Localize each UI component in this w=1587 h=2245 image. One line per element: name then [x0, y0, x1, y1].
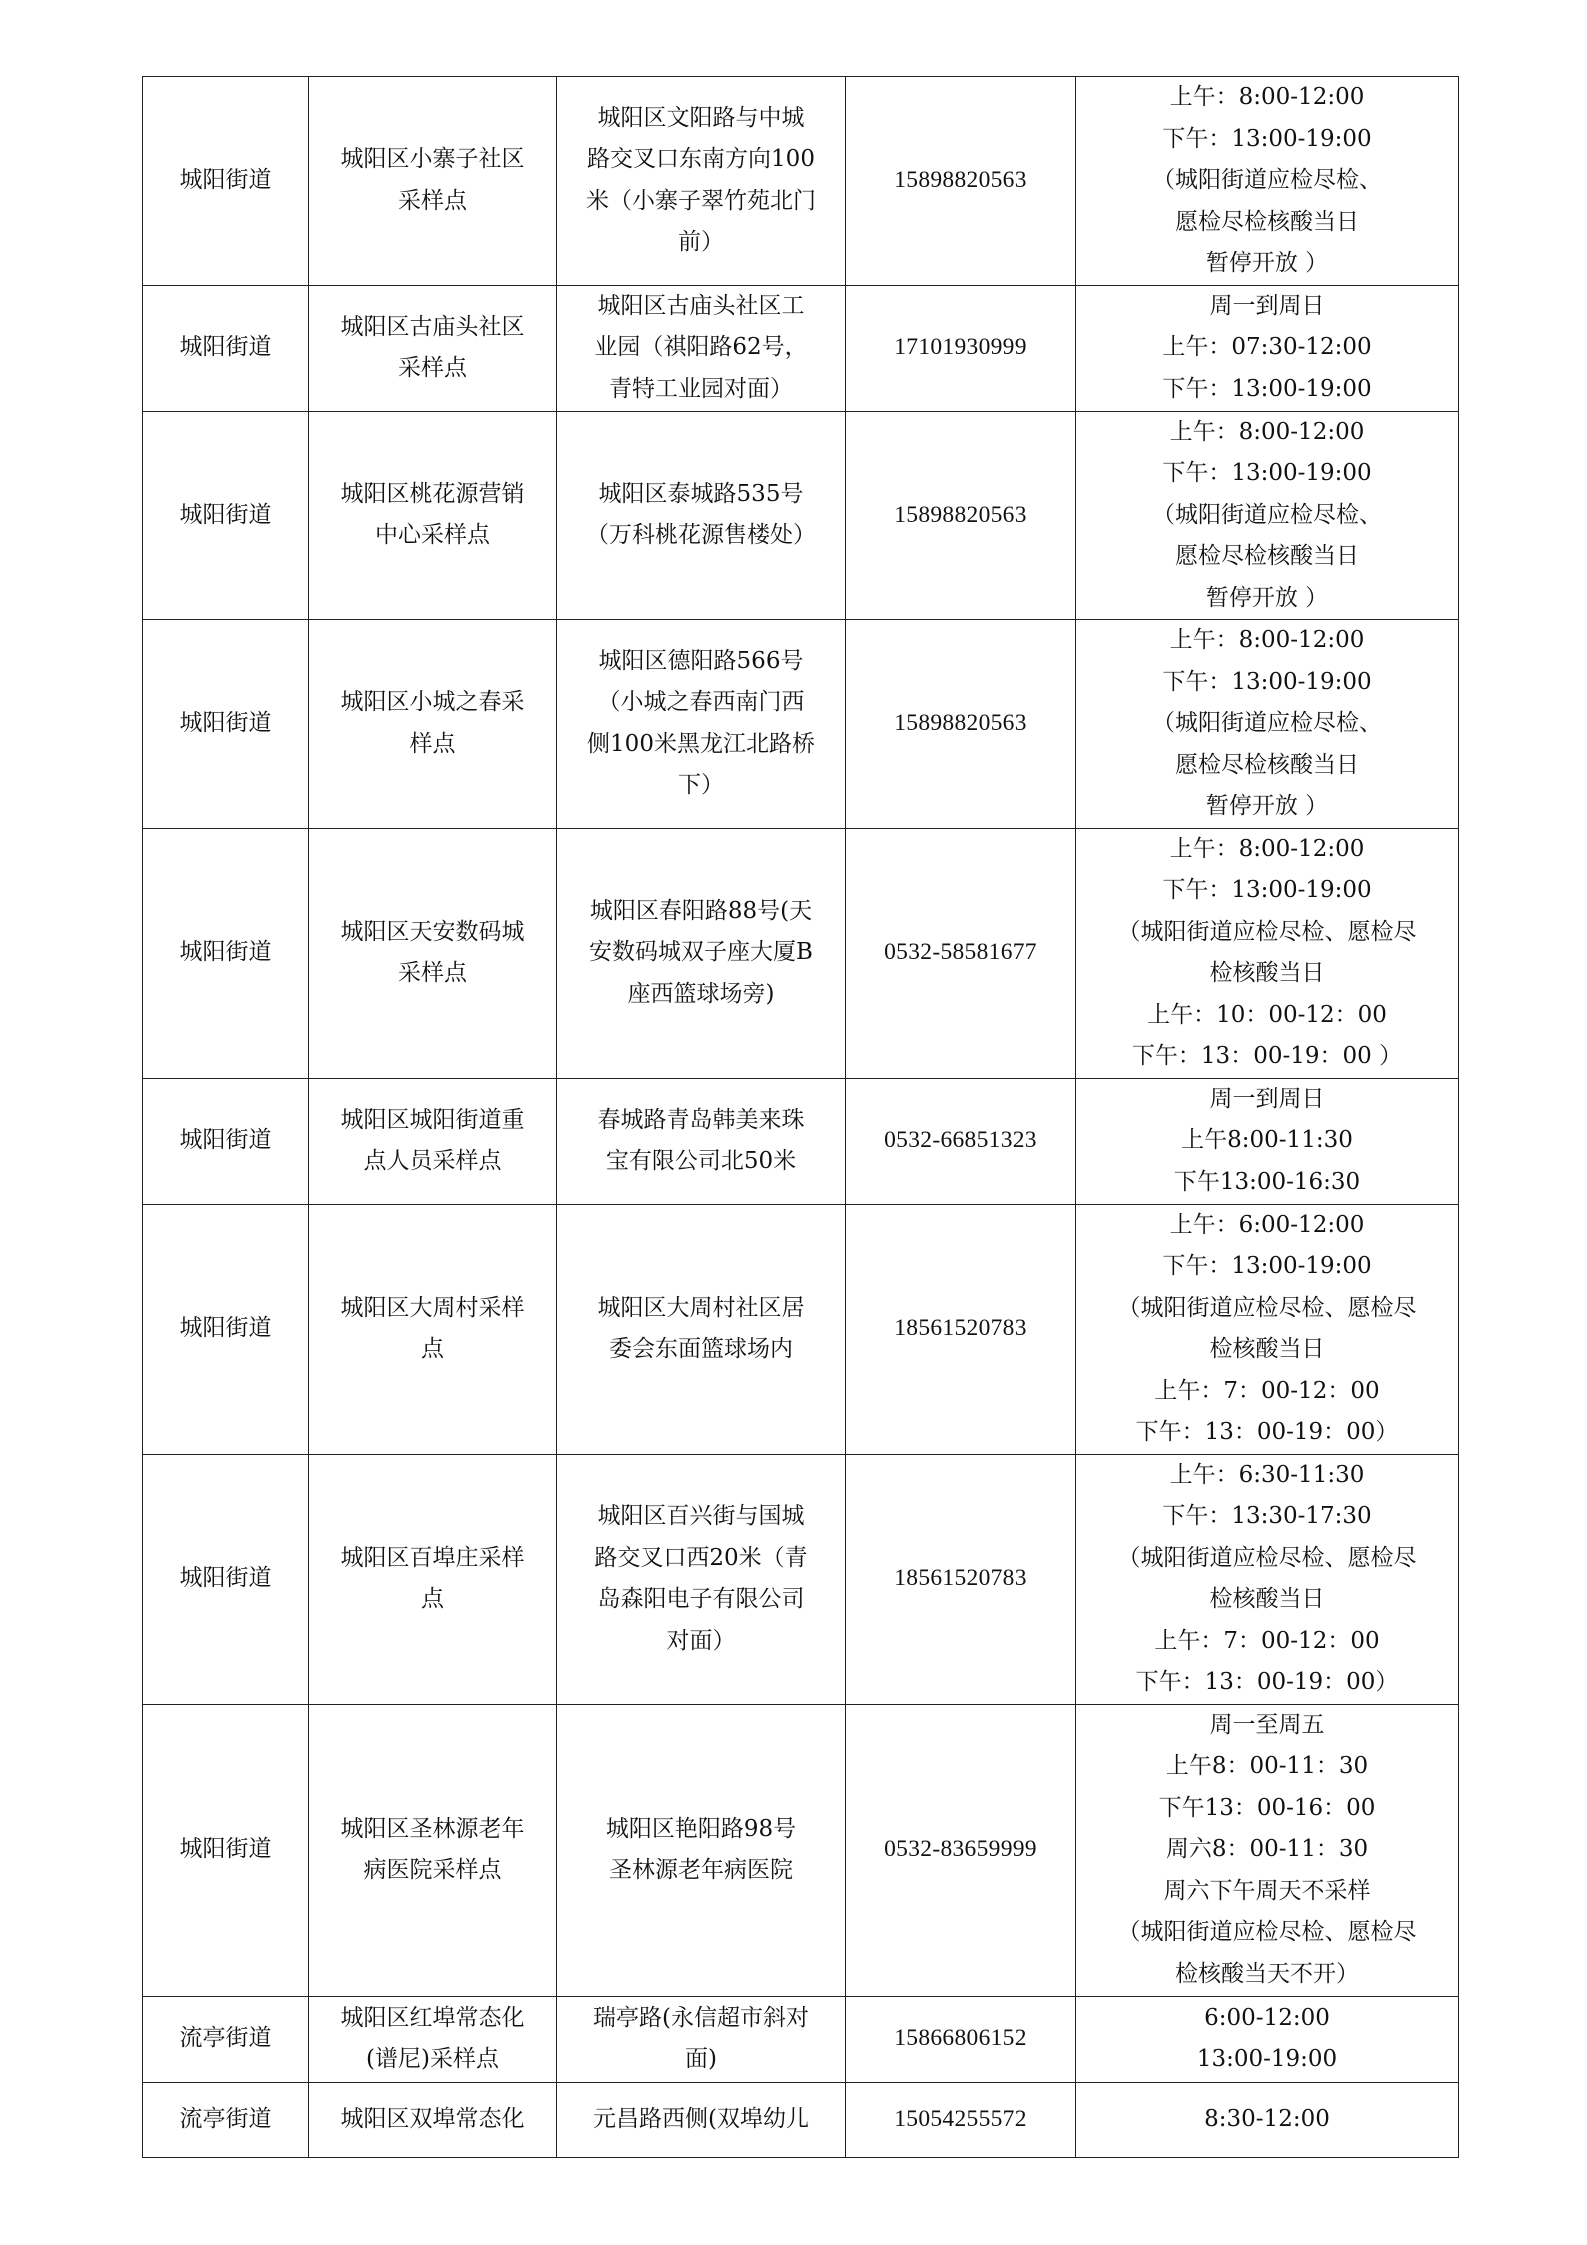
street-text: 流亭街道 [179, 2105, 272, 2132]
hours-line: 上午：10：00-12：00 [1147, 1001, 1387, 1028]
hours-line: （城阳街道应检尽检、愿检尽 [1117, 918, 1417, 945]
hours-line: 上午：8:00-12:00 [1169, 418, 1365, 445]
hours-line: 周六下午周天不采样 [1163, 1877, 1371, 1904]
site-name-line: 城阳区天安数码城 [340, 918, 525, 945]
site-name-line: 城阳区圣林源老年 [340, 1815, 525, 1842]
address-cell [557, 2082, 846, 2157]
address-cell [557, 828, 846, 1078]
street-text: 流亭街道 [179, 2025, 272, 2052]
hours-line: 下午：13:00-19:00 [1162, 1253, 1372, 1279]
hours-line: （城阳街道应检尽检、 [1152, 710, 1382, 736]
hours-cell [1076, 77, 1459, 286]
hours-line: 下午：13:00-19:00 [1162, 375, 1372, 402]
table-row [143, 1204, 1459, 1454]
hours-line: 暂停开放 ） [1205, 793, 1329, 819]
table-row [143, 77, 1459, 286]
address-line: 瑞亭路(永信超市斜对 [593, 2004, 809, 2031]
address-cell [557, 1996, 846, 2082]
address-line: 元昌路西侧(双埠幼儿 [593, 2105, 809, 2132]
address-line: 城阳区泰城路535号 [598, 480, 804, 507]
street-text: 城阳街道 [179, 1836, 272, 1863]
address-line: 下） [678, 772, 724, 799]
site-name-line: 城阳区红埠常态化 [340, 2004, 525, 2031]
hours-line: 下午：13：00-19：00） [1135, 1669, 1399, 1695]
street-text: 城阳街道 [179, 167, 272, 193]
street-text: 城阳街道 [179, 334, 272, 361]
phone-text: 15054255572 [894, 2105, 1027, 2132]
hours-line: 上午：7：00-12：00 [1154, 1377, 1380, 1404]
site-name-line: 点人员采样点 [363, 1148, 502, 1174]
sampling-sites-table [142, 76, 1459, 2158]
hours-line: 6:00-12:00 [1204, 2004, 1330, 2031]
site-name-cell [309, 411, 557, 620]
address-line: 路交叉口东南方向100 [587, 146, 815, 173]
address-line: 对面） [666, 1627, 736, 1654]
hours-line: 检核酸当天不开） [1175, 1960, 1359, 1987]
hours-line: 上午：07:30-12:00 [1162, 334, 1372, 361]
site-name-line: 城阳区小城之春采 [340, 689, 525, 716]
street-text: 城阳街道 [179, 501, 272, 528]
street-text: 城阳街道 [179, 1565, 272, 1592]
hours-line: 周一至周五 [1209, 1711, 1325, 1738]
site-name-cell [309, 1704, 557, 1996]
site-name-line: 点 [421, 1586, 444, 1612]
hours-cell [1076, 285, 1459, 411]
address-line: 前） [678, 229, 724, 256]
address-line: 青特工业园对面） [609, 375, 793, 402]
table-row [143, 285, 1459, 411]
phone-text: 0532-66851323 [884, 1127, 1037, 1154]
address-line: （小城之春西南门西 [597, 689, 805, 716]
site-name-line: 城阳区桃花源营销 [340, 480, 525, 507]
phone-text: 0532-83659999 [884, 1836, 1037, 1863]
street-cell [143, 1078, 309, 1204]
hours-line: 暂停开放 ） [1205, 584, 1329, 611]
hours-line: 下午13:00-16:30 [1173, 1168, 1361, 1195]
street-text: 城阳街道 [179, 939, 272, 966]
hours-line: 下午：13:00-19:00 [1162, 668, 1372, 695]
address-line: 圣林源老年病医院 [609, 1857, 793, 1883]
site-name-line: 点 [421, 1336, 444, 1362]
address-cell [557, 1454, 846, 1704]
table-row [143, 1454, 1459, 1704]
table-row [143, 411, 1459, 620]
address-cell [557, 1704, 846, 1996]
phone-text: 15898820563 [894, 501, 1027, 528]
phone-cell [846, 1704, 1076, 1996]
hours-cell [1076, 1704, 1459, 1996]
address-cell [557, 77, 846, 286]
site-name-line: 样点 [409, 730, 456, 757]
address-line: 岛森阳电子有限公司 [597, 1586, 805, 1612]
address-line: 宝有限公司北50米 [605, 1148, 797, 1174]
hours-cell [1076, 1078, 1459, 1204]
street-cell [143, 620, 309, 829]
site-name-cell [309, 1204, 557, 1454]
phone-text: 15898820563 [894, 710, 1027, 736]
address-line: 城阳区古庙头社区工 [597, 292, 805, 319]
address-line: 座西篮球场旁) [627, 980, 775, 1007]
street-cell [143, 1454, 309, 1704]
site-name-line: 中心采样点 [375, 522, 490, 549]
site-name-line: (谱尼)采样点 [366, 2046, 499, 2072]
address-cell [557, 1204, 846, 1454]
hours-line: 愿检尽检核酸当日 [1175, 543, 1359, 569]
site-name-line: 病医院采样点 [363, 1857, 502, 1883]
street-text: 城阳街道 [179, 1315, 272, 1342]
hours-line: 下午：13：00-19：00 ） [1131, 1043, 1403, 1069]
phone-cell [846, 1996, 1076, 2082]
phone-text: 18561520783 [894, 1565, 1027, 1592]
address-line: 春城路青岛韩美来珠 [597, 1106, 805, 1133]
address-line: （万科桃花源售楼处） [586, 522, 816, 549]
hours-cell [1076, 828, 1459, 1078]
street-cell [143, 411, 309, 620]
street-text: 城阳街道 [179, 710, 272, 736]
site-name-cell [309, 77, 557, 286]
phone-text: 17101930999 [894, 334, 1027, 361]
site-name-line: 城阳区大周村采样 [340, 1294, 525, 1321]
table-row [143, 2082, 1459, 2157]
phone-cell [846, 1078, 1076, 1204]
hours-line: 上午：8:00-12:00 [1169, 627, 1365, 653]
address-line: 安数码城双子座大厦B [589, 939, 813, 966]
hours-line: 下午：13:30-17:30 [1162, 1503, 1372, 1529]
address-line: 城阳区艳阳路98号 [605, 1815, 797, 1842]
site-name-line: 城阳区百埠庄采样 [340, 1544, 525, 1571]
site-name-line: 采样点 [398, 187, 467, 214]
table-row [143, 1996, 1459, 2082]
hours-cell [1076, 1454, 1459, 1704]
hours-cell [1076, 1996, 1459, 2082]
table-row [143, 828, 1459, 1078]
hours-line: 周一到周日 [1209, 292, 1325, 319]
site-name-line: 采样点 [398, 355, 467, 381]
phone-text: 15898820563 [894, 167, 1027, 193]
hours-line: 暂停开放 ） [1205, 250, 1329, 276]
address-line: 路交叉口西20米（青 [594, 1544, 808, 1571]
site-name-cell [309, 1078, 557, 1204]
address-cell [557, 285, 846, 411]
hours-line: 下午：13:00-19:00 [1162, 460, 1372, 486]
phone-text: 18561520783 [894, 1315, 1027, 1342]
hours-cell [1076, 620, 1459, 829]
hours-line: 周一到周日 [1209, 1085, 1325, 1112]
hours-line: 上午8:00-11:30 [1181, 1127, 1353, 1154]
hours-line: （城阳街道应检尽检、愿检尽 [1117, 1544, 1417, 1571]
site-name-cell [309, 828, 557, 1078]
street-cell [143, 77, 309, 286]
street-cell [143, 285, 309, 411]
address-cell [557, 411, 846, 620]
hours-line: 8:30-12:00 [1204, 2105, 1330, 2132]
hours-line: 下午：13：00-19：00） [1135, 1419, 1399, 1445]
hours-line: 13:00-19:00 [1196, 2046, 1338, 2072]
address-line: 城阳区文阳路与中城 [597, 104, 805, 131]
hours-cell [1076, 2082, 1459, 2157]
hours-cell [1076, 411, 1459, 620]
phone-cell [846, 1454, 1076, 1704]
phone-cell [846, 285, 1076, 411]
table-row [143, 1704, 1459, 1996]
site-name-cell [309, 285, 557, 411]
site-name-cell [309, 1996, 557, 2082]
sampling-sites-table-body [143, 77, 1459, 2158]
address-line: 委会东面篮球场内 [609, 1336, 793, 1362]
address-line: 城阳区百兴街与国城 [597, 1503, 805, 1529]
address-line: 城阳区德阳路566号 [598, 647, 804, 674]
phone-cell [846, 2082, 1076, 2157]
hours-line: 检核酸当日 [1209, 1336, 1325, 1362]
hours-line: 上午8：00-11：30 [1165, 1753, 1369, 1780]
hours-line: （城阳街道应检尽检、 [1152, 501, 1382, 528]
site-name-line: 城阳区城阳街道重 [340, 1106, 525, 1133]
street-cell [143, 828, 309, 1078]
hours-line: （城阳街道应检尽检、 [1152, 167, 1382, 193]
address-line: 米（小寨子翠竹苑北门 [586, 187, 816, 214]
site-name-cell [309, 620, 557, 829]
hours-line: 上午：6:00-12:00 [1169, 1211, 1365, 1238]
table-row [143, 1078, 1459, 1204]
hours-line: 上午：8:00-12:00 [1169, 835, 1365, 862]
hours-line: 下午：13:00-19:00 [1162, 125, 1372, 152]
hours-line: 上午：8:00-12:00 [1169, 84, 1365, 110]
address-cell [557, 1078, 846, 1204]
site-name-line: 采样点 [398, 960, 467, 986]
hours-cell [1076, 1204, 1459, 1454]
hours-line: 愿检尽检核酸当日 [1175, 208, 1359, 235]
site-name-cell [309, 2082, 557, 2157]
hours-line: 下午13：00-16：00 [1158, 1794, 1376, 1821]
street-text: 城阳街道 [179, 1127, 272, 1154]
address-line: 城阳区大周村社区居 [597, 1294, 805, 1321]
street-cell [143, 1204, 309, 1454]
street-cell [143, 2082, 309, 2157]
phone-cell [846, 1204, 1076, 1454]
phone-cell [846, 828, 1076, 1078]
hours-line: 下午：13:00-19:00 [1162, 877, 1372, 903]
address-line: 侧100米黑龙江北路桥 [587, 730, 815, 757]
site-name-line: 城阳区古庙头社区 [340, 313, 525, 340]
site-name-cell [309, 1454, 557, 1704]
phone-cell [846, 620, 1076, 829]
address-line: 城阳区春阳路88号(天 [589, 897, 813, 924]
address-cell [557, 620, 846, 829]
hours-line: 上午：7：00-12：00 [1154, 1627, 1380, 1654]
site-name-line: 城阳区小寨子社区 [340, 146, 525, 173]
table-row [143, 620, 1459, 829]
hours-line: 检核酸当日 [1209, 1586, 1325, 1612]
hours-line: 上午：6:30-11:30 [1169, 1461, 1365, 1488]
phone-text: 15866806152 [894, 2025, 1027, 2052]
hours-line: （城阳街道应检尽检、愿检尽 [1117, 1294, 1417, 1321]
hours-line: 周六8：00-11：30 [1165, 1836, 1369, 1863]
site-name-line: 城阳区双埠常态化 [340, 2105, 525, 2132]
address-line: 面) [685, 2046, 717, 2072]
street-cell [143, 1996, 309, 2082]
hours-line: 检核酸当日 [1209, 960, 1325, 986]
phone-cell [846, 411, 1076, 620]
hours-line: 愿检尽检核酸当日 [1175, 751, 1359, 778]
hours-line: （城阳街道应检尽检、愿检尽 [1117, 1919, 1417, 1946]
phone-text: 0532-58581677 [884, 939, 1037, 966]
phone-cell [846, 77, 1076, 286]
street-cell [143, 1704, 309, 1996]
address-line: 业园（祺阳路62号， [594, 334, 808, 361]
